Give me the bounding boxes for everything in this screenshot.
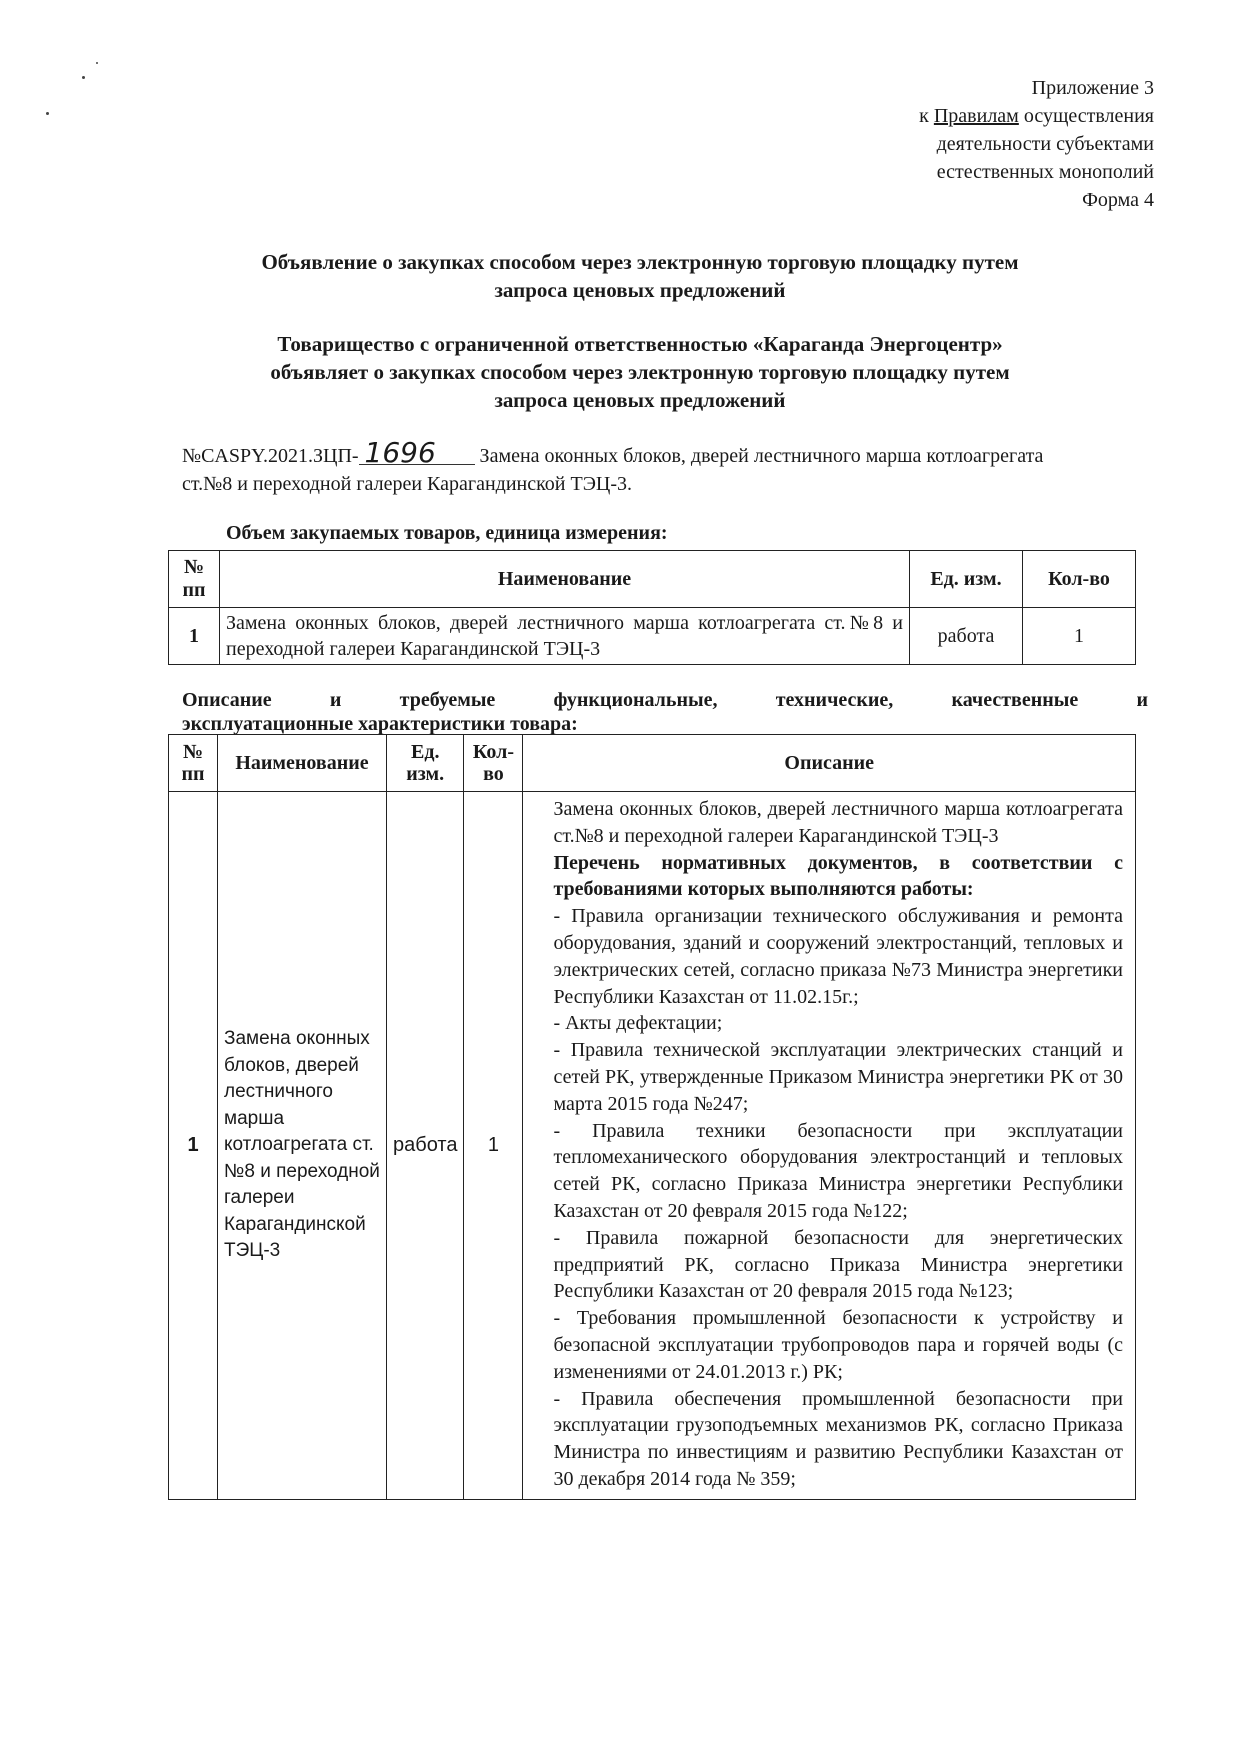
desc-item: - Правила пожарной безопасности для энергетических предприятий РК, согласно Приказа Министра энергетики Республики Казахстан от 20 февраля 2015 года №123; xyxy=(553,1226,1123,1303)
procurement-code: №CASPY.2021.ЗЦП- xyxy=(182,445,359,467)
header-unit: Ед. изм. xyxy=(910,551,1023,608)
table-header-row xyxy=(169,735,1136,792)
cell-qty: 1 xyxy=(464,792,523,1500)
characteristics-heading xyxy=(182,688,1148,736)
header-desc: Описание xyxy=(523,735,1136,792)
rules-link: Правилам xyxy=(933,105,1019,127)
heading-line: Описание и требуемые функциональные, технические, качественные и xyxy=(182,689,1148,711)
procurement-notice xyxy=(182,436,1152,498)
title-line: запроса ценовых предложений xyxy=(494,388,786,412)
cell-unit: работа xyxy=(910,608,1023,665)
header-qty: Кол-во xyxy=(1023,551,1136,608)
cell-name: Замена оконных блоков, дверей лестничного марша котлоагрегата ст.№8 и переходной галереи Карагандинской ТЭЦ-3 xyxy=(220,608,910,665)
cell-qty: 1 xyxy=(1023,608,1136,665)
desc-item: - Акты дефектации; xyxy=(553,1012,723,1035)
volume-heading: Объем закупаемых товаров, единица измерения: xyxy=(226,522,668,544)
handwritten-number: 1696 xyxy=(359,442,475,465)
desc-intro: Замена оконных блоков, дверей лестничного марша котлоагрегата ст.№8 и переходной галереи Карагандинской ТЭЦ-3 xyxy=(553,798,1123,847)
title-line: объявляет о закупках способом через электронную торговую площадку путем xyxy=(270,360,1010,384)
header-qty: Кол-во xyxy=(464,735,523,792)
announcement-title xyxy=(160,248,1120,304)
table-row xyxy=(169,608,1136,665)
heading-line: эксплуатационные характеристики товара: xyxy=(182,713,578,735)
cell-num: 1 xyxy=(169,608,220,665)
table-header-row xyxy=(169,551,1136,608)
annex-block xyxy=(919,74,1154,214)
notice-text: ст.№8 и переходной галереи Карагандинской ТЭЦ-3. xyxy=(182,473,633,495)
scan-speck xyxy=(96,62,98,64)
annex-line: естественных монополий xyxy=(936,161,1154,183)
cell-unit: работа xyxy=(387,792,464,1500)
annex-suffix: осуществления xyxy=(1018,105,1154,127)
notice-text: Замена оконных блоков, дверей лестничного марша котлоагрегата xyxy=(474,445,1044,467)
header-num: № пп xyxy=(169,735,218,792)
description-table xyxy=(168,734,1136,1500)
annex-prefix: к xyxy=(919,105,934,127)
annex-line: деятельности субъектами xyxy=(936,133,1154,155)
annex-line xyxy=(919,102,1154,130)
company-announcement xyxy=(160,330,1120,414)
cell-num: 1 xyxy=(169,792,218,1500)
desc-item: - Требования промышленной безопасности к устройству и безопасной эксплуатации трубопроводов пара и горячей воды (с изменениями от 24.01.2013 г.) РК; xyxy=(553,1307,1123,1383)
scan-speck xyxy=(82,76,85,79)
scan-speck xyxy=(46,112,49,115)
annex-line: Приложение 3 xyxy=(1031,77,1154,99)
header-name: Наименование xyxy=(220,551,910,608)
header-unit: Ед. изм. xyxy=(387,735,464,792)
table-row xyxy=(169,792,1136,1500)
desc-item: - Правила организации технического обслуживания и ремонта оборудования, зданий и сооружений электростанций, тепловых и электрических сетей, согласно приказа №73 Министра энергетики Республики Казахстан от 11.02.15г.; xyxy=(553,905,1123,1008)
cell-description xyxy=(523,792,1136,1500)
title-line: запроса ценовых предложений xyxy=(494,278,786,302)
notice-line xyxy=(182,436,1152,470)
header-name: Наименование xyxy=(218,735,387,792)
desc-item: - Правила обеспечения промышленной безопасности при эксплуатации грузоподъемных механизмов РК, согласно Приказа Министра по инвестициям и развитию Республики Казахстан от 30 декабря 2014 года № 359; xyxy=(553,1387,1123,1490)
desc-item: - Правила техники безопасности при эксплуатации тепломеханического оборудования электростанций и тепловых сетей РК, согласно Приказа Министра энергетики Республики Казахстан от 20 февраля 2015 года №122; xyxy=(553,1119,1123,1222)
desc-heading: Перечень нормативных документов, в соответствии с требованиями которых выполняются работы: xyxy=(553,851,1123,901)
title-line: Товарищество с ограниченной ответственностью «Караганда Энергоцентр» xyxy=(277,332,1003,356)
form-number: Форма 4 xyxy=(1082,189,1154,211)
volume-table xyxy=(168,550,1136,665)
desc-item: - Правила технической эксплуатации электрических станций и сетей РК, утвержденные Приказом Министра энергетики РК от 30 марта 2015 года №247; xyxy=(553,1039,1123,1115)
title-line: Объявление о закупках способом через электронную торговую площадку путем xyxy=(261,250,1019,274)
cell-name: Замена оконных блоков, дверей лестничного марша котлоагрегата ст.№8 и переходной галереи Карагандинской ТЭЦ-3 xyxy=(218,792,387,1500)
header-num: № пп xyxy=(169,551,220,608)
